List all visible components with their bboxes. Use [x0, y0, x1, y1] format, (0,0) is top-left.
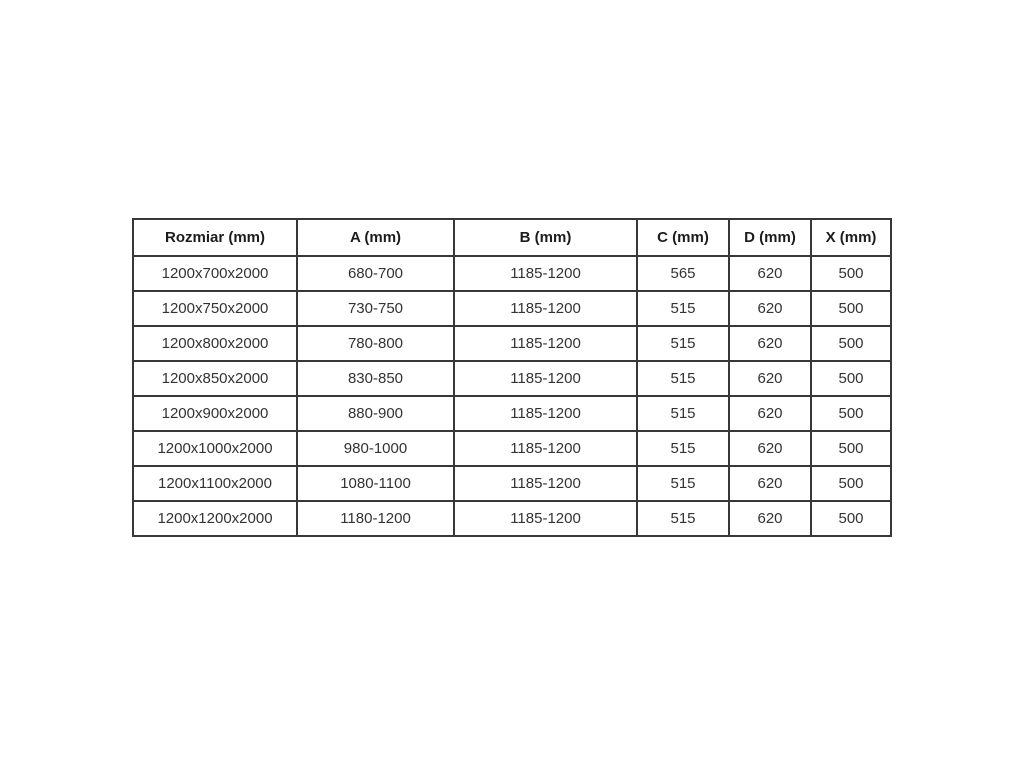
table-cell: 1185-1200 [454, 361, 637, 396]
column-header-0: Rozmiar (mm) [133, 219, 297, 256]
table-cell: 1200x1100x2000 [133, 466, 297, 501]
column-header-4: D (mm) [729, 219, 811, 256]
dimensions-table-container [132, 218, 892, 537]
table-cell: 620 [729, 501, 811, 536]
table-cell: 1185-1200 [454, 466, 637, 501]
table-cell: 515 [637, 291, 729, 326]
table-cell: 515 [637, 396, 729, 431]
table-cell: 515 [637, 326, 729, 361]
table-cell: 515 [637, 466, 729, 501]
table-cell: 1200x1000x2000 [133, 431, 297, 466]
table-cell: 500 [811, 501, 891, 536]
table-cell: 500 [811, 361, 891, 396]
table-cell: 880-900 [297, 396, 454, 431]
table-cell: 1200x850x2000 [133, 361, 297, 396]
table-header-row [133, 219, 891, 256]
table-cell: 830-850 [297, 361, 454, 396]
table-cell: 500 [811, 256, 891, 291]
table-row-6 [133, 466, 891, 501]
table-cell: 620 [729, 431, 811, 466]
dimensions-table [132, 218, 892, 537]
table-cell: 515 [637, 501, 729, 536]
table-cell: 500 [811, 396, 891, 431]
table-body [133, 256, 891, 536]
table-cell: 1200x900x2000 [133, 396, 297, 431]
table-cell: 780-800 [297, 326, 454, 361]
table-cell: 1185-1200 [454, 396, 637, 431]
table-head [133, 219, 891, 256]
table-cell: 500 [811, 291, 891, 326]
column-header-1: A (mm) [297, 219, 454, 256]
table-cell: 620 [729, 361, 811, 396]
table-cell: 1200x750x2000 [133, 291, 297, 326]
table-cell: 515 [637, 361, 729, 396]
table-cell: 1185-1200 [454, 501, 637, 536]
table-cell: 500 [811, 326, 891, 361]
table-cell: 1200x1200x2000 [133, 501, 297, 536]
table-cell: 500 [811, 431, 891, 466]
table-cell: 565 [637, 256, 729, 291]
column-header-2: B (mm) [454, 219, 637, 256]
table-cell: 515 [637, 431, 729, 466]
table-cell: 730-750 [297, 291, 454, 326]
table-cell: 1185-1200 [454, 431, 637, 466]
column-header-5: X (mm) [811, 219, 891, 256]
table-row-7 [133, 501, 891, 536]
table-row-3 [133, 361, 891, 396]
table-cell: 1180-1200 [297, 501, 454, 536]
table-row-0 [133, 256, 891, 291]
table-cell: 1185-1200 [454, 326, 637, 361]
table-cell: 620 [729, 256, 811, 291]
table-cell: 1185-1200 [454, 291, 637, 326]
table-cell: 1185-1200 [454, 256, 637, 291]
table-cell: 980-1000 [297, 431, 454, 466]
table-row-2 [133, 326, 891, 361]
table-cell: 620 [729, 396, 811, 431]
column-header-3: C (mm) [637, 219, 729, 256]
table-cell: 1080-1100 [297, 466, 454, 501]
table-cell: 1200x800x2000 [133, 326, 297, 361]
table-row-4 [133, 396, 891, 431]
table-cell: 620 [729, 291, 811, 326]
table-row-1 [133, 291, 891, 326]
table-cell: 620 [729, 326, 811, 361]
table-cell: 620 [729, 466, 811, 501]
table-row-5 [133, 431, 891, 466]
table-cell: 500 [811, 466, 891, 501]
table-cell: 1200x700x2000 [133, 256, 297, 291]
table-cell: 680-700 [297, 256, 454, 291]
